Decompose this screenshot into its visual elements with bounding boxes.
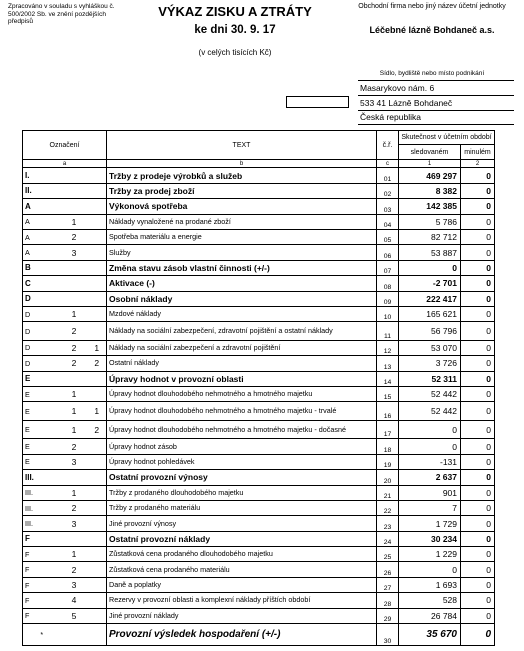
row-current-value: 52 311: [399, 371, 461, 386]
report-unit: (v celých tisících Kč): [198, 48, 272, 57]
row-current-value: 469 297: [399, 168, 461, 183]
row-text: Tržby z prodeje výrobků a služeb: [107, 168, 377, 183]
row-code: E: [23, 420, 61, 439]
row-prev-value: 0: [461, 439, 495, 454]
row-prev-value: 0: [461, 531, 495, 546]
address-line-3: Česká republika: [360, 112, 421, 122]
row-current-value: 0: [399, 439, 461, 454]
row-prev-value: 0: [461, 402, 495, 421]
legal-note: Zpracováno v souladu s vyhláškou č. 500/2002 Sb. ve znění pozdějších předpisů: [8, 3, 115, 26]
row-current-value: 7: [399, 500, 461, 515]
row-number: 06: [377, 245, 399, 260]
row-prev-value: 0: [461, 593, 495, 608]
row-current-value: 0: [399, 420, 461, 439]
row-sub2: 1: [88, 402, 107, 421]
table-row: [23, 183, 495, 198]
row-sub1: 4: [61, 593, 88, 608]
row-sub2: [88, 562, 107, 577]
table-row: [23, 199, 495, 214]
row-prev-value: 0: [461, 229, 495, 244]
firm-name: Léčebné lázně Bohdaneč a.s.: [369, 25, 495, 35]
row-code: F: [23, 608, 61, 623]
row-number: 14: [377, 371, 399, 386]
row-sub2: 1: [88, 340, 107, 355]
row-prev-value: 0: [461, 291, 495, 306]
address-line-1: Masarykovo nám. 6: [360, 83, 435, 93]
table-row: [23, 562, 495, 577]
row-text: Úpravy hodnot v provozní oblasti: [107, 371, 377, 386]
row-sub1: [61, 291, 88, 306]
row-prev-value: 0: [461, 371, 495, 386]
row-text: Provozní výsledek hospodaření (+/-): [107, 624, 377, 646]
row-sub2: [88, 439, 107, 454]
row-sub1: 2: [61, 500, 88, 515]
row-current-value: 0: [399, 260, 461, 275]
table-row: [23, 485, 495, 500]
row-sub2: [88, 470, 107, 485]
row-prev-value: 0: [461, 260, 495, 275]
table-row: [23, 356, 495, 371]
row-prev-value: 0: [461, 562, 495, 577]
address-line-2: 533 41 Lázně Bohdaneč: [360, 98, 453, 108]
row-sub1: 3: [61, 245, 88, 260]
row-text: Úpravy hodnot dlouhodobého nehmotného a hmotného majetku - trvalé: [107, 402, 377, 421]
table-row: [23, 229, 495, 244]
table-row: [23, 593, 495, 608]
row-current-value: 30 234: [399, 531, 461, 546]
row-code: III.: [23, 485, 61, 500]
row-sub2: [88, 260, 107, 275]
row-sub1: [61, 371, 88, 386]
row-prev-value: 0: [461, 608, 495, 623]
seat-label: Sídlo, bydliště nebo místo podnikání: [379, 70, 485, 77]
table-row: [23, 340, 495, 355]
row-current-value: 1 229: [399, 547, 461, 562]
row-prev-value: 0: [461, 245, 495, 260]
row-sub2: [88, 454, 107, 469]
row-text: Úpravy hodnot dlouhodobého nehmotného a hmotného majetku: [107, 386, 377, 401]
row-prev-value: 0: [461, 306, 495, 321]
row-number: 23: [377, 516, 399, 531]
row-sub1: [61, 531, 88, 546]
row-sub1: 2: [61, 322, 88, 341]
row-code: F: [23, 593, 61, 608]
table-row: [23, 439, 495, 454]
row-sub2: [88, 485, 107, 500]
row-current-value: 222 417: [399, 291, 461, 306]
row-sub1: 3: [61, 577, 88, 592]
row-number: 18: [377, 439, 399, 454]
table-row: [23, 500, 495, 515]
row-current-value: 35 670: [399, 624, 461, 646]
row-text: Zůstatková cena prodaného materiálu: [107, 562, 377, 577]
header-current: sledovaném: [399, 145, 461, 160]
row-code: D: [23, 340, 61, 355]
row-sub1: [61, 168, 88, 183]
row-sub2: [88, 547, 107, 562]
row-sub1: 1: [61, 547, 88, 562]
row-current-value: 3 726: [399, 356, 461, 371]
row-current-value: -131: [399, 454, 461, 469]
row-text: Změna stavu zásob vlastní činnosti (+/-): [107, 260, 377, 275]
row-text: Úpravy hodnot zásob: [107, 439, 377, 454]
row-code: E: [23, 439, 61, 454]
row-current-value: -2 701: [399, 276, 461, 291]
table-row: [23, 454, 495, 469]
row-text: Náklady na sociální zabezpečení a zdravotní pojištění: [107, 340, 377, 355]
table-row: [23, 291, 495, 306]
sub-b: b: [107, 160, 377, 168]
row-text: Zůstatková cena prodaného dlouhodobého majetku: [107, 547, 377, 562]
row-prev-value: 0: [461, 322, 495, 341]
table-row: [23, 245, 495, 260]
row-number: 12: [377, 340, 399, 355]
row-text: Rezervy v provozní oblasti a komplexní náklady příštích období: [107, 593, 377, 608]
row-sub2: 2: [88, 356, 107, 371]
row-prev-value: 0: [461, 356, 495, 371]
row-code: A: [23, 199, 61, 214]
header-text: TEXT: [107, 131, 377, 160]
row-prev-value: 0: [461, 500, 495, 515]
row-number: 11: [377, 322, 399, 341]
row-number: 26: [377, 562, 399, 577]
row-code: C: [23, 276, 61, 291]
row-sub2: [88, 593, 107, 608]
row-sub1: 2: [61, 229, 88, 244]
row-text: Úpravy hodnot dlouhodobého nehmotného a hmotného majetku - dočasné: [107, 420, 377, 439]
row-current-value: 53 887: [399, 245, 461, 260]
row-number: 05: [377, 229, 399, 244]
row-sub1: [61, 183, 88, 198]
row-sub2: [88, 624, 107, 646]
id-box: [286, 96, 349, 108]
row-text: Osobní náklady: [107, 291, 377, 306]
row-number: 15: [377, 386, 399, 401]
income-statement-table: [22, 130, 495, 646]
header-prev: minulém: [461, 145, 495, 160]
row-number: 16: [377, 402, 399, 421]
row-code: III.: [23, 470, 61, 485]
row-sub1: [61, 260, 88, 275]
row-text: Služby: [107, 245, 377, 260]
table-row: [23, 386, 495, 401]
row-sub2: [88, 245, 107, 260]
sub-1: 1: [399, 160, 461, 168]
row-number: 13: [377, 356, 399, 371]
table-row: [23, 624, 495, 646]
row-text: Ostatní provozní náklady: [107, 531, 377, 546]
row-code: *: [23, 624, 61, 646]
row-sub1: 1: [61, 306, 88, 321]
row-code: E: [23, 386, 61, 401]
table-row: [23, 547, 495, 562]
row-sub1: [61, 276, 88, 291]
table-row: [23, 577, 495, 592]
row-number: 28: [377, 593, 399, 608]
row-text: Daně a poplatky: [107, 577, 377, 592]
table-row: [23, 214, 495, 229]
row-number: 22: [377, 500, 399, 515]
table-row: [23, 260, 495, 275]
row-sub2: [88, 276, 107, 291]
row-sub1: 2: [61, 340, 88, 355]
row-text: Tržby za prodej zboží: [107, 183, 377, 198]
row-text: Náklady na sociální zabezpečení, zdravotní pojištění a ostatní náklady: [107, 322, 377, 341]
row-prev-value: 0: [461, 516, 495, 531]
table-row: [23, 531, 495, 546]
row-code: D: [23, 356, 61, 371]
row-prev-value: 0: [461, 340, 495, 355]
row-code: A: [23, 245, 61, 260]
table-row: [23, 306, 495, 321]
row-code: III.: [23, 500, 61, 515]
row-sub1: 5: [61, 608, 88, 623]
row-code: E: [23, 454, 61, 469]
row-sub1: 1: [61, 386, 88, 401]
row-text: Úpravy hodnot pohledávek: [107, 454, 377, 469]
row-text: Aktivace (-): [107, 276, 377, 291]
row-code: D: [23, 322, 61, 341]
row-sub2: 2: [88, 420, 107, 439]
row-code: F: [23, 577, 61, 592]
row-sub1: 1: [61, 402, 88, 421]
row-code: A: [23, 214, 61, 229]
row-code: III.: [23, 516, 61, 531]
row-prev-value: 0: [461, 183, 495, 198]
row-number: 08: [377, 276, 399, 291]
row-code: F: [23, 547, 61, 562]
row-number: 20: [377, 470, 399, 485]
table-row: [23, 420, 495, 439]
sub-c: c: [377, 160, 399, 168]
row-current-value: 56 796: [399, 322, 461, 341]
row-sub2: [88, 183, 107, 198]
row-code: A: [23, 229, 61, 244]
row-text: Výkonová spotřeba: [107, 199, 377, 214]
row-text: Spotřeba materiálu a energie: [107, 229, 377, 244]
table-row: [23, 322, 495, 341]
row-sub1: [61, 470, 88, 485]
row-code: I.: [23, 168, 61, 183]
row-number: 25: [377, 547, 399, 562]
row-number: 27: [377, 577, 399, 592]
row-sub2: [88, 371, 107, 386]
row-code: E: [23, 402, 61, 421]
row-prev-value: 0: [461, 547, 495, 562]
row-sub2: [88, 229, 107, 244]
row-text: Jiné provozní náklady: [107, 608, 377, 623]
table-row: [23, 470, 495, 485]
row-prev-value: 0: [461, 168, 495, 183]
sub-a: a: [23, 160, 107, 168]
header-designation: Označení: [23, 131, 107, 160]
row-sub1: 3: [61, 454, 88, 469]
firm-label: Obchodní firma nebo jiný název účetní jednotky: [358, 3, 506, 10]
row-text: Ostatní náklady: [107, 356, 377, 371]
row-sub2: [88, 322, 107, 341]
row-current-value: 5 786: [399, 214, 461, 229]
row-text: Ostatní provozní výnosy: [107, 470, 377, 485]
row-code: II.: [23, 183, 61, 198]
row-sub1: 2: [61, 562, 88, 577]
row-number: 24: [377, 531, 399, 546]
sub-2: 2: [461, 160, 495, 168]
row-current-value: 52 442: [399, 402, 461, 421]
row-sub1: 3: [61, 516, 88, 531]
row-number: 21: [377, 485, 399, 500]
row-prev-value: 0: [461, 577, 495, 592]
row-current-value: 165 621: [399, 306, 461, 321]
table-body: [23, 168, 495, 646]
row-sub1: [61, 624, 88, 646]
row-prev-value: 0: [461, 420, 495, 439]
row-sub2: [88, 214, 107, 229]
row-text: Jiné provozní výnosy: [107, 516, 377, 531]
row-current-value: 1 729: [399, 516, 461, 531]
row-text: Náklady vynaložené na prodané zboží: [107, 214, 377, 229]
row-sub2: [88, 291, 107, 306]
row-code: F: [23, 562, 61, 577]
address-divider: [358, 95, 514, 96]
row-number: 17: [377, 420, 399, 439]
header-actual: Skutečnost v účetním období: [399, 131, 495, 145]
row-prev-value: 0: [461, 276, 495, 291]
row-number: 07: [377, 260, 399, 275]
row-code: E: [23, 371, 61, 386]
row-sub2: [88, 199, 107, 214]
row-current-value: 0: [399, 562, 461, 577]
row-sub2: [88, 168, 107, 183]
row-prev-value: 0: [461, 214, 495, 229]
row-text: Tržby z prodaného materiálu: [107, 500, 377, 515]
table-row: [23, 402, 495, 421]
row-current-value: 2 637: [399, 470, 461, 485]
row-prev-value: 0: [461, 454, 495, 469]
address-divider: [358, 80, 514, 81]
table-row: [23, 371, 495, 386]
row-sub1: 1: [61, 420, 88, 439]
table-row: [23, 608, 495, 623]
row-number: 01: [377, 168, 399, 183]
address-divider: [358, 124, 514, 125]
row-sub2: [88, 608, 107, 623]
row-prev-value: 0: [461, 470, 495, 485]
row-number: 10: [377, 306, 399, 321]
row-current-value: 1 693: [399, 577, 461, 592]
row-sub1: [61, 199, 88, 214]
row-text: Mzdové náklady: [107, 306, 377, 321]
row-number: 19: [377, 454, 399, 469]
row-number: 09: [377, 291, 399, 306]
row-current-value: 142 385: [399, 199, 461, 214]
row-current-value: 52 442: [399, 386, 461, 401]
row-code: D: [23, 291, 61, 306]
table-row: [23, 276, 495, 291]
header-row-no: č.ř.: [377, 131, 399, 160]
row-current-value: 26 784: [399, 608, 461, 623]
row-current-value: 901: [399, 485, 461, 500]
row-prev-value: 0: [461, 485, 495, 500]
table-row: [23, 516, 495, 531]
row-text: Tržby z prodaného dlouhodobého majetku: [107, 485, 377, 500]
row-number: 03: [377, 199, 399, 214]
row-sub2: [88, 306, 107, 321]
row-sub2: [88, 577, 107, 592]
row-sub2: [88, 500, 107, 515]
report-title: VÝKAZ ZISKU A ZTRÁTY: [158, 4, 312, 19]
row-sub1: 1: [61, 485, 88, 500]
row-sub2: [88, 386, 107, 401]
row-prev-value: 0: [461, 624, 495, 646]
row-code: F: [23, 531, 61, 546]
row-code: B: [23, 260, 61, 275]
row-sub1: 2: [61, 439, 88, 454]
row-number: 30: [377, 624, 399, 646]
row-number: 02: [377, 183, 399, 198]
table-row: [23, 168, 495, 183]
report-date: ke dni 30. 9. 17: [194, 24, 276, 36]
row-current-value: 528: [399, 593, 461, 608]
row-sub1: 2: [61, 356, 88, 371]
row-code: D: [23, 306, 61, 321]
row-sub2: [88, 531, 107, 546]
row-current-value: 53 070: [399, 340, 461, 355]
row-current-value: 8 382: [399, 183, 461, 198]
row-number: 29: [377, 608, 399, 623]
address-divider: [358, 110, 514, 111]
row-number: 04: [377, 214, 399, 229]
row-sub2: [88, 516, 107, 531]
row-prev-value: 0: [461, 199, 495, 214]
row-sub1: 1: [61, 214, 88, 229]
row-prev-value: 0: [461, 386, 495, 401]
row-current-value: 82 712: [399, 229, 461, 244]
